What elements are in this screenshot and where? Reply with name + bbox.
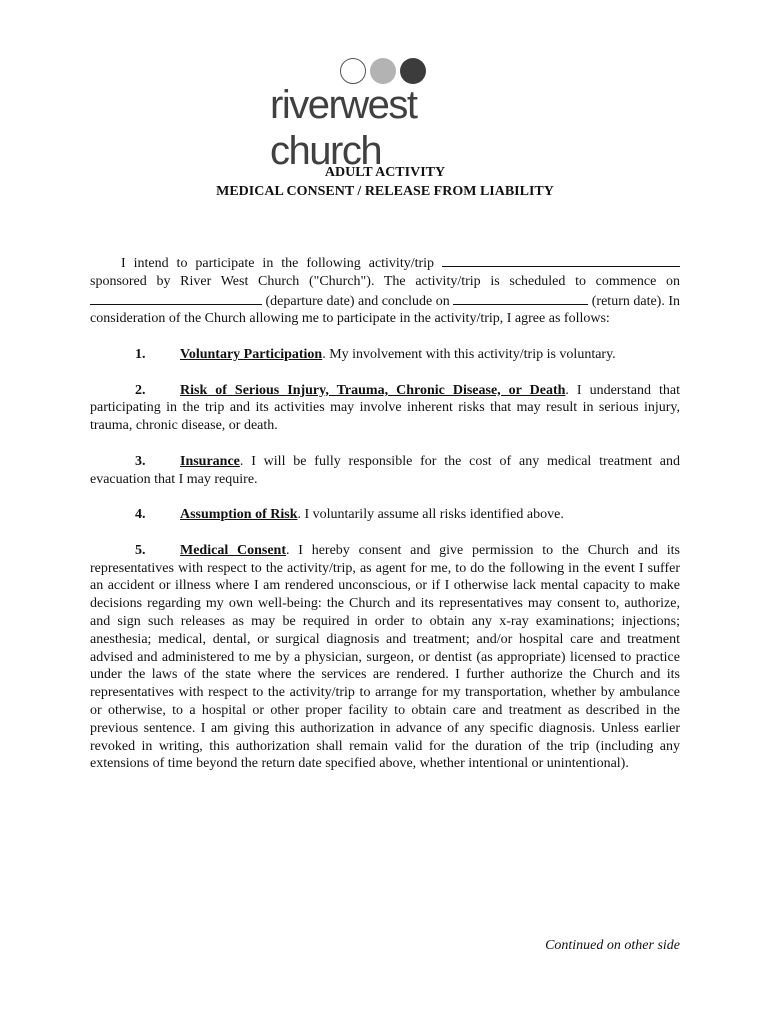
document-title [0,163,770,201]
item-text: . I understand that participating in the trip and its activities may involve inherent risks that may result in serious injury, trauma, chronic disease, or death. [90,382,680,434]
intro-text-1: I intend to participate in the following activity/trip [121,256,442,271]
intro-text-3: (departure date) and conclude on [262,293,454,309]
item-heading: Medical Consent [180,542,286,558]
logo-circle-gray [370,58,396,84]
item-number: 4. [135,507,146,523]
list-item [90,453,680,489]
logo-circle-outline [340,58,366,84]
title-line-2: MEDICAL CONSENT / RELEASE FROM LIABILITY [216,184,554,199]
item-text: . My involvement with this activity/trip is voluntary. [322,346,616,362]
list-item [90,346,680,364]
item-number: 2. [135,382,146,398]
list-item [90,542,680,773]
item-heading: Insurance [180,453,240,469]
item-number: 3. [135,453,146,469]
logo-wordmark: riverwest church [270,83,417,173]
item-heading: Voluntary Participation [180,346,323,362]
item-text: . I will be fully responsible for the cost of any medical treatment and evacuation that I may require. [90,453,680,487]
item-number: 1. [135,346,146,362]
continued-note: Continued on other side [545,938,680,953]
item-heading: Assumption of Risk [180,507,298,523]
list-item [90,382,680,435]
item-heading: Risk of Serious Injury, Trauma, Chronic Disease, or Death [180,382,566,398]
logo-circle-dark [400,58,426,84]
intro-text-4: (return date). In consideration of the Church allowing me to participate in the activity/trip, I agree as follows: [90,293,681,327]
intro-text-2: sponsored by River West Church ("Church"). The activity/trip is scheduled to commence on [90,273,680,289]
item-number: 5. [135,542,146,558]
activity-trip-field[interactable] [442,253,680,267]
title-line-1: ADULT ACTIVITY [324,165,446,180]
departure-date-field[interactable] [90,291,262,305]
return-date-field[interactable] [453,291,588,305]
item-text: . I hereby consent and give permission to the Church and its representatives with respect to the activity/trip, as agent for me, to do the following in the event I suffer an accident or illness where I am rendered unconscious, or if I otherwise lack mental capacity to make decisions regarding my own well-being: the Church and its representatives may consent to, authorize, and sign such releases as may be required in order to obtain any x-ray examinations; injections; anesthesia; medical, dental, or surgical diagnosis and treatment; and/or hospital care and treatment advised and administered to me by a physician, surgeon, or dentist (as appropriate) licensed to practice under the laws of the state where the services are rendered. I further authorize the Church and its representatives with respect to the activity/trip to arrange for my transportation, whether by ambulance or otherwise, to a hospital or other proper facility to obtain care and treatment as described in the previous sentence. I am giving this authorization in advance of any specific diagnosis. Unless earlier revoked in writing, this authorization shall remain valid for the duration of the trip (including any extensions of time beyond the return date specified above, whether intentional or unintentional). [90,542,680,772]
item-text: . I voluntarily assume all risks identified above. [297,507,564,523]
intro-paragraph [90,253,680,328]
document-body [90,253,680,773]
list-item [90,506,680,524]
